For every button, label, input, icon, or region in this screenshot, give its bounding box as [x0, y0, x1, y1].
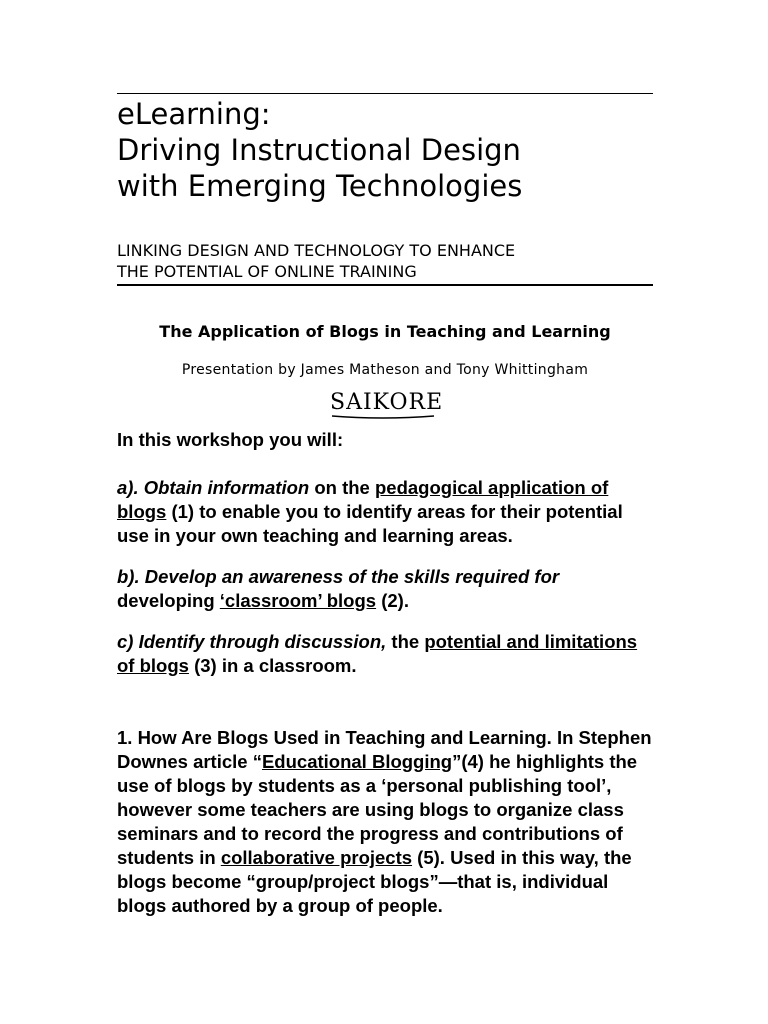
item-c-lead: c) Identify through discussion,	[117, 631, 387, 652]
presentation-byline: Presentation by James Matheson and Tony Whittingham	[181, 362, 589, 378]
presentation-title: The Application of Blogs in Teaching and Learning	[159, 322, 611, 341]
section-1-text-2: ”(4) he highlights the use of blogs by students as a ‘personal publishing tool’, however some teachers are using blogs to organize class seminars and to record the progress and contributions of students in	[117, 751, 638, 868]
title-line-1: eLearning:	[117, 97, 271, 131]
item-b-text-2: (2).	[376, 590, 409, 611]
saikore-logo	[330, 390, 444, 422]
item-b-text-1: developing	[117, 590, 220, 611]
logo-text: SAIKORE	[330, 390, 444, 415]
workshop-intro: In this workshop you will:	[117, 429, 344, 450]
top-rule	[117, 93, 653, 94]
item-a-text-2: (1) to enable you to identify areas for their potential use in your own teaching and learning areas.	[117, 501, 623, 546]
section-1-text-1: In Stephen Downes article “	[117, 727, 652, 772]
bottom-rule	[117, 284, 653, 286]
workshop-item-b	[117, 565, 657, 613]
item-a-text-1: on the	[309, 477, 375, 498]
workshop-item-c	[117, 630, 657, 678]
item-c-text-1: the	[386, 631, 425, 652]
title-line-2: Driving Instructional Design	[117, 133, 521, 167]
section-1-text-3: (5). Used in this way, the blogs become “group/project blogs”—that is, individual blogs authored by a group of people.	[117, 847, 632, 916]
document-title	[117, 96, 522, 204]
document-subtitle	[117, 240, 515, 282]
title-line-3: with Emerging Technologies	[117, 169, 523, 203]
potential-limitations-link[interactable]: potential and limitations of blogs	[117, 631, 638, 676]
subtitle-line-2: THE POTENTIAL OF ONLINE TRAINING	[117, 262, 417, 281]
item-a-lead: a). Obtain information	[117, 477, 310, 498]
logo-underline-swoosh	[330, 414, 436, 420]
educational-blogging-link[interactable]: Educational Blogging	[261, 751, 453, 772]
subtitle-line-1: LINKING DESIGN AND TECHNOLOGY TO ENHANCE	[117, 241, 516, 260]
classroom-blogs-link[interactable]: ‘classroom’ blogs	[219, 590, 377, 611]
item-c-text-2: (3) in a classroom.	[188, 655, 357, 676]
pedagogical-application-link[interactable]: pedagogical application of blogs	[117, 477, 609, 522]
section-1-heading: 1. How Are Blogs Used in Teaching and Learning.	[117, 727, 552, 748]
item-b-lead: b). Develop an awareness of the skills required for	[117, 566, 560, 587]
workshop-item-a	[117, 476, 657, 548]
section-1	[117, 726, 657, 918]
collaborative-projects-link[interactable]: collaborative projects	[220, 847, 413, 868]
